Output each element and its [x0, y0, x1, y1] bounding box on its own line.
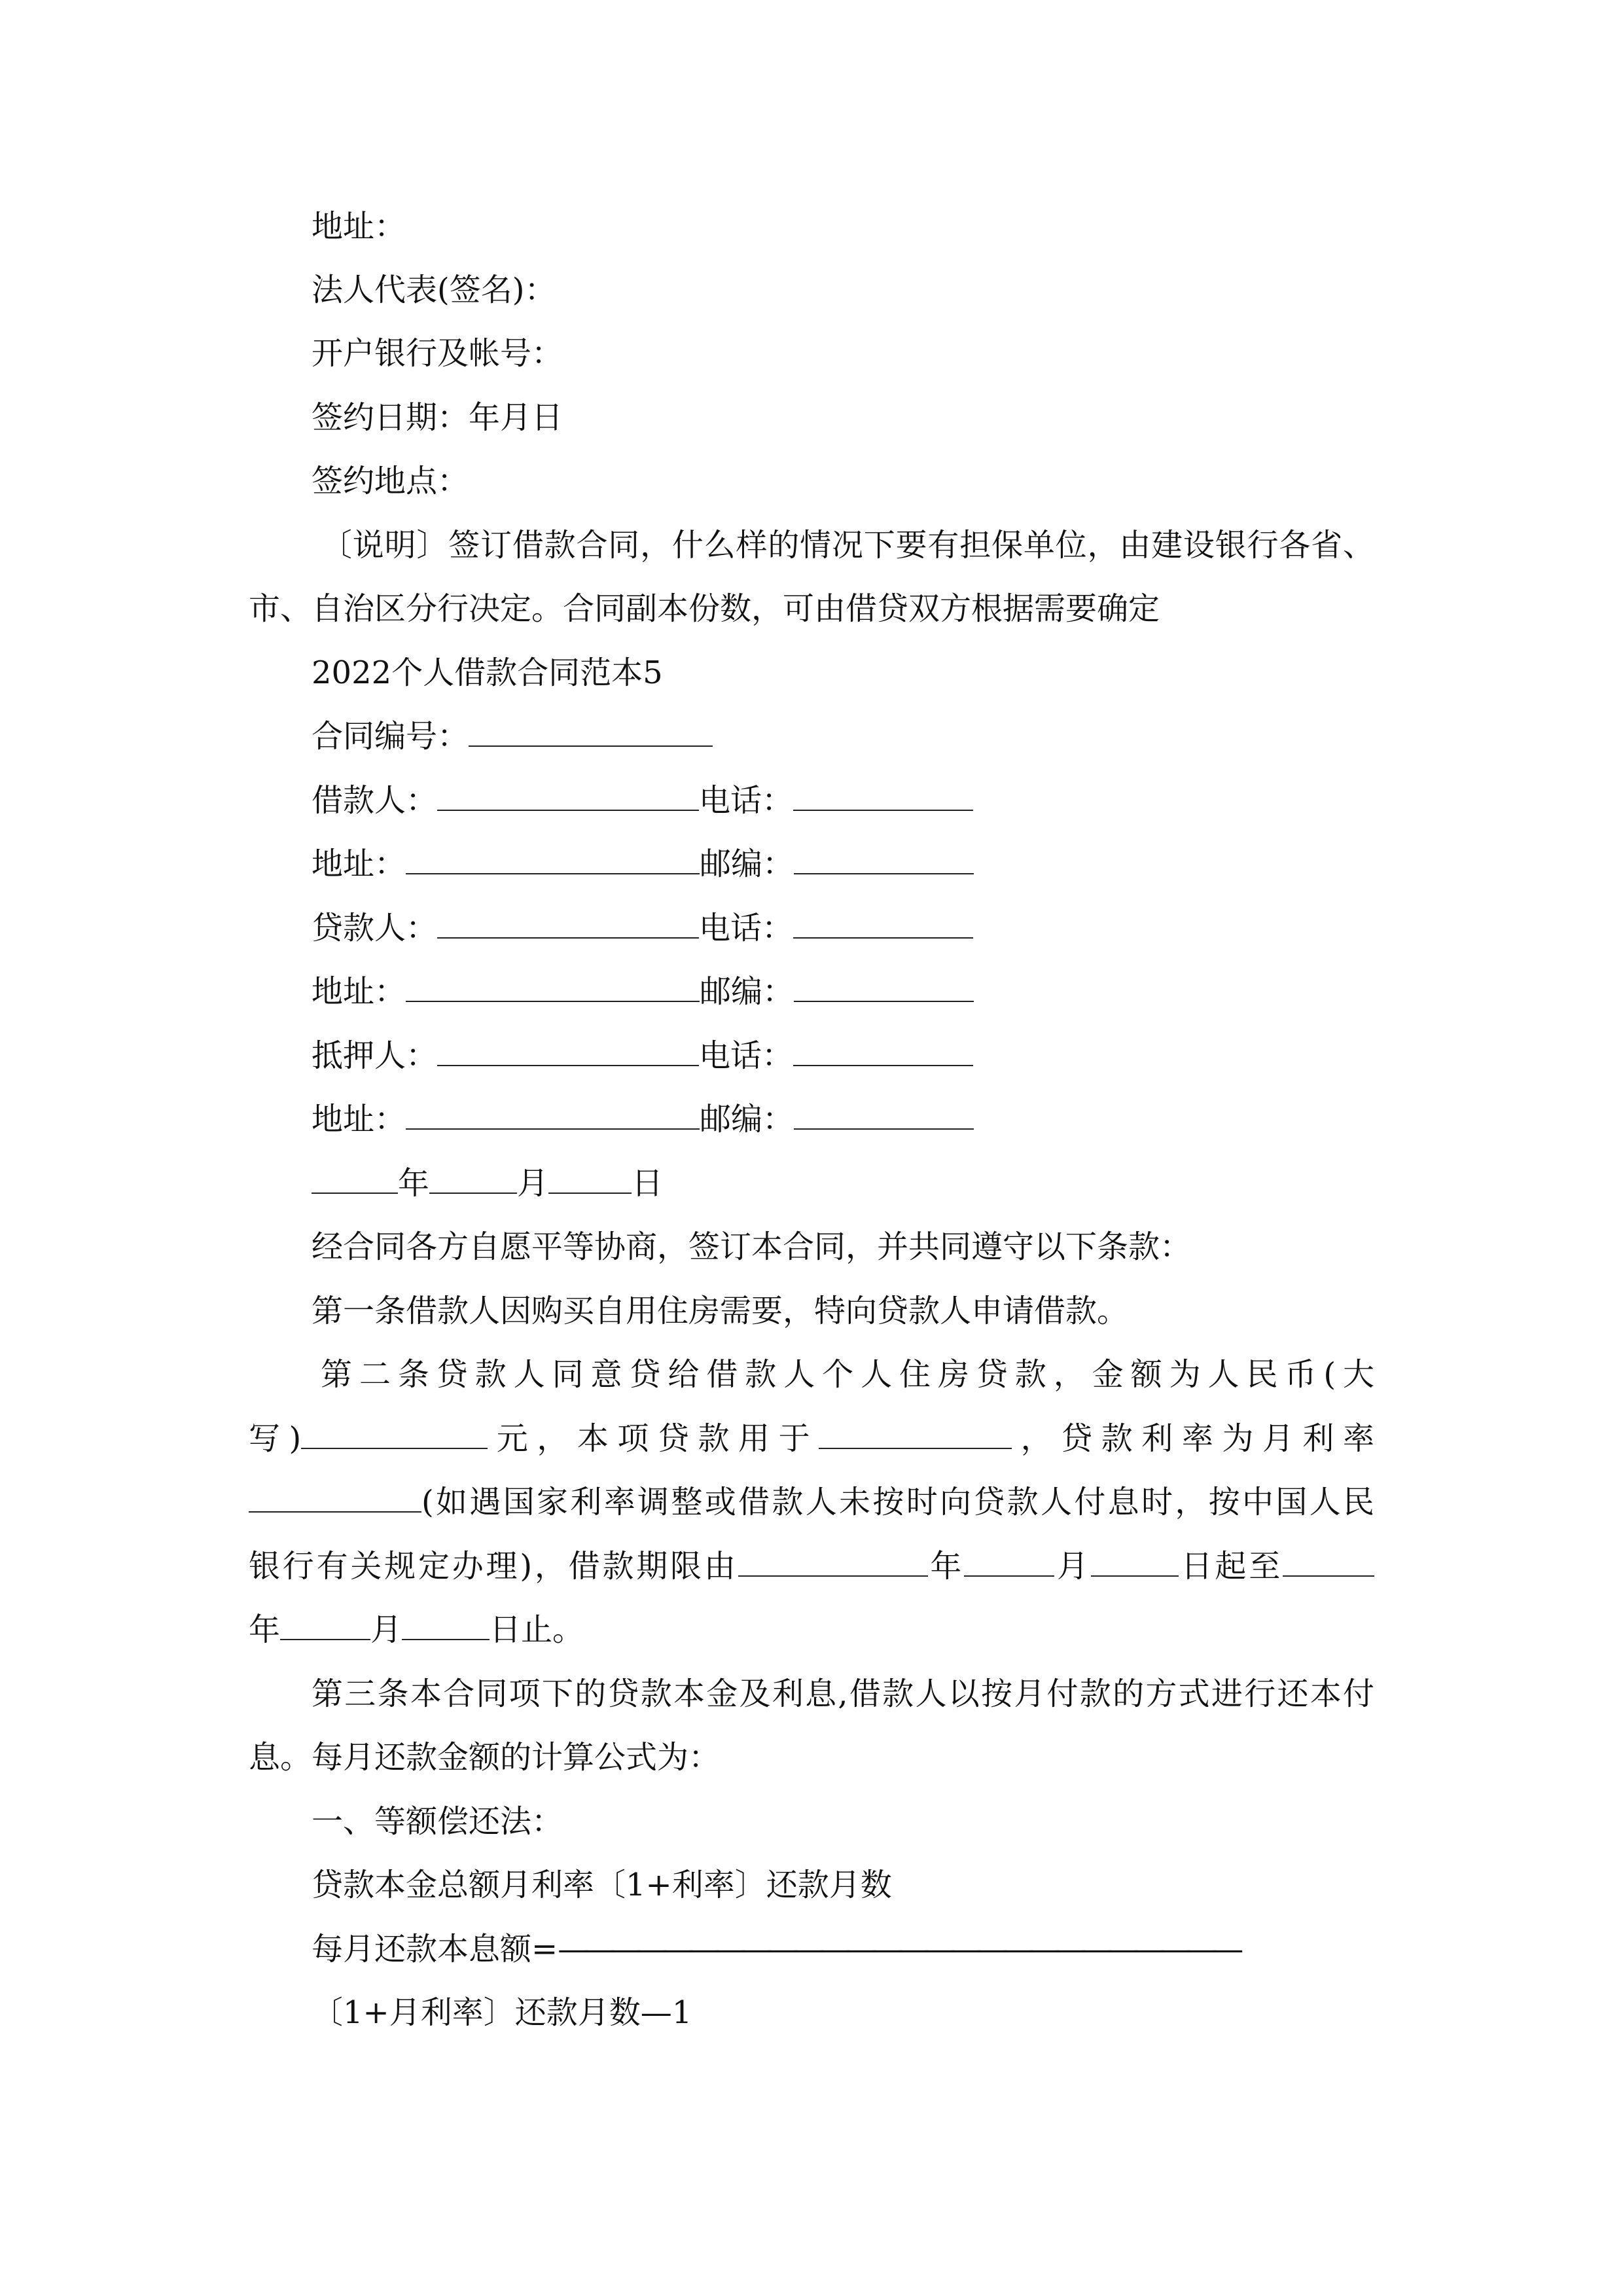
borrower-row [312, 769, 973, 833]
lender-row [312, 897, 973, 960]
rate-blank[interactable] [249, 1492, 421, 1513]
formula-row [312, 1918, 1238, 1981]
day-label: 日 [632, 1165, 664, 1202]
article-2-line-2 [249, 1407, 1374, 1471]
postcode-label: 邮编： [700, 1101, 794, 1138]
article-1: 第一条借款人因购买自用住房需要，特向贷款人申请借款。 [312, 1293, 1129, 1329]
start-year-blank[interactable] [738, 1556, 928, 1577]
text: 年 [927, 1548, 965, 1585]
start-day-blank[interactable] [1091, 1556, 1179, 1577]
article-2-line-5 [249, 1598, 584, 1662]
contract-no-blank[interactable] [469, 726, 713, 747]
start-month-blank[interactable] [964, 1556, 1054, 1577]
mortgagor-row [312, 1024, 973, 1088]
mortgagor-address-row [312, 1088, 974, 1151]
borrower-label: 借款人： [312, 782, 438, 819]
sign-place-label: 签约地点： [312, 463, 469, 499]
end-day-blank[interactable] [402, 1619, 490, 1640]
phone-blank[interactable] [793, 918, 973, 939]
mortgagor-label: 抵押人： [312, 1037, 438, 1074]
text: 写) [249, 1420, 302, 1457]
address-blank[interactable] [406, 853, 700, 874]
text: 日起至 [1178, 1548, 1283, 1585]
contract-title: 2022个人借款合同范本5 [312, 655, 663, 691]
amount-blank[interactable] [301, 1428, 488, 1449]
mortgagor-blank[interactable] [437, 1045, 699, 1066]
text: 月 [1054, 1548, 1091, 1585]
postcode-blank[interactable] [794, 1109, 974, 1130]
address-label: 地址： [312, 846, 406, 882]
day-blank[interactable] [548, 1173, 632, 1194]
postcode-blank[interactable] [794, 981, 974, 1002]
end-month-blank[interactable] [280, 1619, 370, 1640]
note-line-1: 〔说明〕签订借款合同，什么样的情况下要有担保单位，由建设银行各省、 [321, 527, 1374, 564]
date-row [312, 1152, 663, 1215]
note-line-2: 市、自治区分行决定。合同副本份数，可由借贷双方根据需要确定 [249, 590, 1160, 627]
lender-address-row [312, 960, 974, 1024]
postcode-label: 邮编： [700, 846, 794, 882]
address-blank[interactable] [406, 981, 700, 1002]
formula-denominator: 〔1+月利率〕还款月数—1 [312, 1994, 692, 2031]
text: 银行有关规定办理)，借款期限由 [249, 1548, 738, 1585]
lender-blank[interactable] [437, 918, 699, 939]
text: ，贷款利率为月利率 [1012, 1420, 1374, 1457]
year-label: 年 [398, 1165, 430, 1202]
bank-account-label: 开户银行及帐号： [312, 335, 563, 372]
borrower-blank[interactable] [437, 790, 699, 811]
phone-label: 电话： [699, 782, 794, 819]
text: (如遇国家利率调整或借款人未按时向贷款人付息时，按中国人民 [421, 1484, 1374, 1520]
article-3-line-1: 第三条本合同项下的贷款本金及利息,借款人以按月付款的方式进行还本付 [312, 1676, 1374, 1712]
phone-blank[interactable] [793, 790, 973, 811]
address-label: 地址： [312, 973, 406, 1010]
borrower-address-row [312, 833, 974, 896]
lender-label: 贷款人： [312, 910, 438, 946]
article-3-line-2: 息。每月还款金额的计算公式为： [249, 1739, 721, 1776]
legal-rep-label: 法人代表(签名)： [312, 272, 556, 308]
contract-no-row [312, 705, 713, 768]
year-blank[interactable] [312, 1173, 398, 1194]
month-label: 月 [517, 1165, 549, 1202]
sign-date-label: 签约日期：年月日 [312, 399, 563, 436]
article-2-line-4 [249, 1535, 1374, 1598]
month-blank[interactable] [429, 1173, 517, 1194]
formula-label: 每月还款本息额= [312, 1931, 558, 1967]
intro-text: 经合同各方自愿平等协商，签订本合同，并共同遵守以下条款： [312, 1229, 1192, 1265]
text: 元，本项贷款用于 [488, 1420, 819, 1457]
purpose-blank[interactable] [819, 1428, 1012, 1449]
address-blank[interactable] [406, 1109, 700, 1130]
phone-label: 电话： [699, 910, 794, 946]
article-2-line-3 [249, 1471, 1374, 1534]
phone-blank[interactable] [793, 1045, 973, 1066]
address-label: 地址： [312, 1101, 406, 1138]
fraction-bar: —————————————————————————— [558, 1931, 1239, 1967]
postcode-label: 邮编： [700, 973, 794, 1010]
address-label: 地址： [312, 208, 406, 245]
phone-label: 电话： [699, 1037, 794, 1074]
postcode-blank[interactable] [794, 853, 974, 874]
end-year-blank[interactable] [1283, 1556, 1374, 1577]
article-2-line-1: 第二条贷款人同意贷给借款人个人住房贷款，金额为人民币(大 [321, 1356, 1374, 1393]
text: 日止。 [490, 1611, 584, 1648]
formula-numerator: 贷款本金总额月利率〔1+利率〕还款月数 [312, 1867, 892, 1903]
text: 年 [249, 1611, 281, 1648]
text: 月 [370, 1611, 402, 1648]
method-heading: 一、等额偿还法： [312, 1803, 563, 1840]
contract-no-label: 合同编号： [312, 718, 469, 755]
